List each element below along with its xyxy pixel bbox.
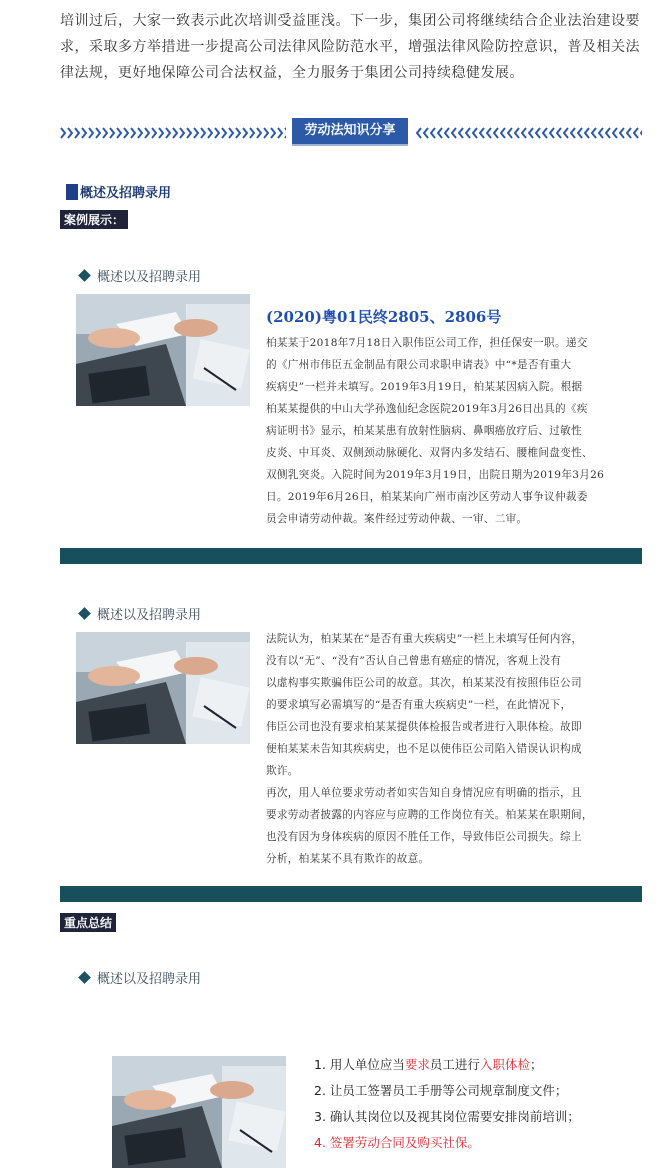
handshake-photo <box>112 1056 286 1168</box>
case-line: 员会申请劳动仲裁。案件经过劳动仲裁、一审、二审。 <box>266 513 528 525</box>
block-heading <box>80 604 201 623</box>
opinion-line: 也没有因为身体疾病的原因不胜任工作，导致伟臣公司损失。综上 <box>266 831 582 843</box>
square-icon <box>66 184 78 200</box>
summary-item: 4. 签署劳动合同及购买社保。 <box>314 1135 480 1150</box>
case-line: 疾病史”一栏并未填写。2019年3月19日，柏某某因病入院。根据 <box>266 381 583 393</box>
chevron-decoration-right <box>416 127 642 139</box>
intro-line: 求，采取多方举措进一步提高公司法律风险防范水平，增强法律风险防控意识，普及相关法 <box>60 39 640 55</box>
summary-highlight: 入职体检 <box>479 1057 530 1072</box>
block-heading-text: 概述以及招聘录用 <box>97 270 202 285</box>
block-heading <box>80 266 201 285</box>
case-line: 双侧乳突炎。入院时间为2019年3月19日，出院日期为2019年3月26 <box>266 469 605 481</box>
case-line: 皮炎、中耳炎、双侧颈动脉硬化、双肾内多发结石、腰椎间盘变性、 <box>266 447 593 459</box>
case-line: 病证明书》显示，柏某某患有放射性脑病、鼻咽癌放疗后、过敏性 <box>266 425 582 437</box>
case-line: 日。2019年6月26日，柏某某向广州市南沙区劳动人事争议仲裁委 <box>266 491 588 503</box>
handshake-photo <box>76 294 250 406</box>
opinion-line: 法院认为，柏某某在“是否有重大疾病史”一栏上未填写任何内容， <box>266 633 583 645</box>
intro-paragraph <box>60 8 640 86</box>
diamond-icon <box>78 971 91 984</box>
case-number: (2020)粤01民终2805、2806号 <box>266 308 502 326</box>
opinion-line: 欺诈。 <box>266 765 299 777</box>
intro-line: 律法规，更好地保障公司合法权益，全力服务于集团公司持续稳健发展。 <box>60 65 524 81</box>
opinion-line: 没有以“无”、“没有”否认自己曾患有癌症的情况，客观上没有 <box>266 655 562 667</box>
block-heading-text: 概述以及招聘录用 <box>97 608 202 623</box>
case-description <box>266 332 638 530</box>
section-divider-bar <box>60 548 642 564</box>
summary-label: 重点总结 <box>60 913 116 932</box>
summary-item: 2. 让员工签署员工手册等公司规章制度文件； <box>314 1083 568 1098</box>
summary-item: 3. 确认其岗位以及视其岗位需要安排岗前培训； <box>314 1109 580 1124</box>
court-opinion <box>266 628 642 870</box>
opinion-line: 的要求填写必需填写的“是否有重大疾病史”一栏，在此情况下， <box>266 699 572 711</box>
section-divider-bar <box>60 886 642 902</box>
summary-text: ； <box>529 1057 543 1072</box>
handshake-photo <box>76 632 250 744</box>
chevron-decoration-left <box>60 127 286 139</box>
summary-text: 员工进行 <box>429 1057 480 1072</box>
opinion-line: 便柏某某未告知其疾病史，也不足以使伟臣公司陷入错误认识构成 <box>266 743 582 755</box>
case-line: 柏某某于2018年7月18日入职伟臣公司工作，担任保安一职。递交 <box>266 337 588 349</box>
opinion-line: 分析，柏某某不具有欺诈的故意。 <box>266 853 430 865</box>
summary-item <box>314 1052 580 1078</box>
opinion-line: 再次，用人单位要求劳动者如实告知自身情况应有明确的指示，且 <box>266 787 582 799</box>
diamond-icon <box>78 607 91 620</box>
intro-line: 培训过后，大家一致表示此次培训受益匪浅。下一步，集团公司将继续结合企业法治建设要 <box>60 13 640 29</box>
section-title <box>66 182 171 201</box>
diamond-icon <box>78 269 91 282</box>
section-banner <box>60 118 642 148</box>
banner-title: 劳动法知识分享 <box>292 118 408 144</box>
opinion-line: 伟臣公司也没有要求柏某某提供体检报告或者进行入职体检。故即 <box>266 721 582 733</box>
opinion-line: 要求劳动者披露的内容应与应聘的工作岗位有关。柏某某在职期间， <box>266 809 593 821</box>
summary-highlight: 要求 <box>404 1057 430 1072</box>
summary-text: 1. 用人单位应当 <box>314 1057 405 1072</box>
case-line: 的《广州市伟臣五金制品有限公司求职申请表》中“*是否有重大 <box>266 359 572 371</box>
block-heading-text: 概述以及招聘录用 <box>97 972 202 987</box>
block-heading <box>80 968 201 987</box>
section-title-text: 概述及招聘录用 <box>80 186 172 201</box>
summary-list <box>314 1052 580 1156</box>
opinion-line: 以虚构事实欺骗伟臣公司的故意。其次，柏某某没有按照伟臣公司 <box>266 677 582 689</box>
case-label: 案例展示： <box>60 210 128 229</box>
case-line: 柏某某提供的中山大学孙逸仙纪念医院2019年3月26日出具的《疾 <box>266 403 588 415</box>
